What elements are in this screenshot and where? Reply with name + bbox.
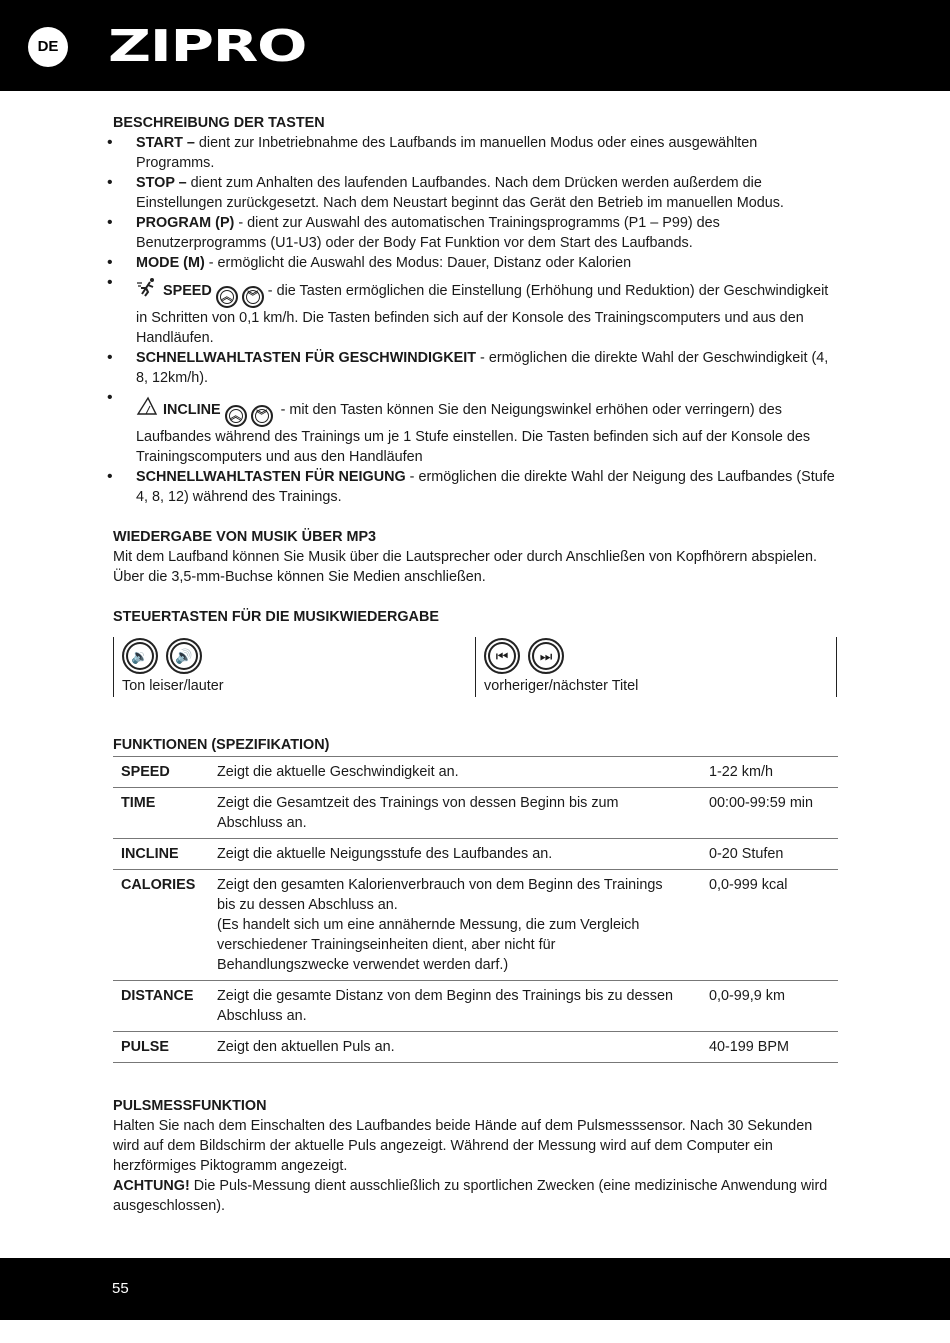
music-keys-box — [113, 637, 838, 697]
music-keys-title: STEUERTASTEN FÜR DIE MUSIKWIEDERGABE — [113, 609, 439, 625]
pulse-warning: ACHTUNG! Die Puls-Messung dient ausschließlich zu sportlichen Zwecken (eine medizinische Anwendung wird ausgeschlossen). — [113, 1178, 828, 1214]
volume-keys-label: Ton leiser/lauter — [122, 678, 224, 694]
chevron-up-icon: ︽ — [225, 405, 247, 427]
track-keys-cell — [475, 637, 837, 697]
volume-keys-cell — [113, 637, 475, 697]
page-content — [113, 113, 838, 1216]
list-item-incline-quick: • SCHNELLWAHLTASTEN FÜR NEIGUNG - ermöglichen die direkte Wahl der Neigung des Laufbandes (Stufe 4, 8, 12) während des Trainings. — [113, 467, 838, 507]
table-row: CALORIES Zeigt den gesamten Kalorienverbrauch von dem Beginn des Trainings bis zu dessen Abschluss an. (Es handelt sich um eine annähernde Messung, die zum Vergleich verschiedener Trainingseinheiten dient, aber nicht für Behandlungszwecke verwendet werden darf.) 0,0-999 kcal — [113, 870, 838, 981]
list-item-program: • PROGRAM (P) - dient zur Auswahl des automatischen Trainingsprogramms (P1 – P99) des Benutzerprogramms (U1-U3) oder der Body Fat Funktion vor dem Start des Laufbands. — [113, 213, 838, 253]
functions-table — [113, 756, 838, 1063]
track-keys-label: vorheriger/nächster Titel — [484, 678, 639, 694]
table-row: PULSE Zeigt den aktuellen Puls an. 40-199 BPM — [113, 1032, 838, 1063]
table-row: TIME Zeigt die Gesamtzeit des Trainings von dessen Beginn bis zum Abschluss an. 00:00-99:59 min — [113, 788, 838, 839]
list-item-incline: • INCLINE ︽ ︾ - mit den Tasten können Sie den Neigungswinkel erhöhen oder verringern) des Laufbandes während des Trainings um je 1 Stufe einstellen. Die Tasten befinden sich auf der Konsole des Trainingscomputers und aus den Handläufen — [113, 388, 838, 467]
volume-down-icon: 🔉 — [122, 638, 158, 674]
pulse-section-title: PULSMESSFUNKTION — [113, 1098, 267, 1114]
functions-title: FUNKTIONEN (SPEZIFIKATION) — [113, 737, 330, 753]
list-item-speed: • SPEED ︽ ︾ - die Tasten ermöglichen die Einstellung (Erhöhung und Reduktion) der Geschwindigkeit in Schritten von 0,1 km/h. Die Tasten befinden sich auf der Konsole des Trainingscomputers und aus den Handläufen. — [113, 273, 838, 348]
incline-icon — [136, 396, 160, 416]
table-row: DISTANCE Zeigt die gesamte Distanz von dem Beginn des Trainings bis zu dessen Abschluss an. 0,0-99,9 km — [113, 981, 838, 1032]
list-item-start: • START – dient zur Inbetriebnahme des Laufbands im manuellen Modus oder eines ausgewählten Programms. — [113, 133, 838, 173]
mp3-section-text: Mit dem Laufband können Sie Musik über die Lautsprecher oder durch Anschließen von Kopfhörern abspielen. Über die 3,5-mm-Buchse können Sie Medien anschließen. — [113, 549, 817, 585]
table-row: SPEED Zeigt die aktuelle Geschwindigkeit an. 1-22 km/h — [113, 757, 838, 788]
mp3-section-title: WIEDERGABE VON MUSIK ÜBER MP3 — [113, 529, 377, 545]
table-row: INCLINE Zeigt die aktuelle Neigungsstufe des Laufbandes an. 0-20 Stufen — [113, 839, 838, 870]
list-item-mode: • MODE (M) - ermöglicht die Auswahl des Modus: Dauer, Distanz oder Kalorien — [113, 253, 838, 273]
list-item-speed-quick: • SCHNELLWAHLTASTEN FÜR GESCHWINDIGKEIT - ermöglichen die direkte Wahl der Geschwindigkeit (4, 8, 12km/h). — [113, 348, 838, 388]
chevron-down-icon: ︾ — [242, 286, 264, 308]
keys-list — [113, 133, 838, 507]
volume-up-icon: 🔊 — [166, 638, 202, 674]
next-track-icon: ⏭ — [528, 638, 564, 674]
previous-track-icon: ⏮ — [484, 638, 520, 674]
page-header — [0, 0, 950, 91]
brand-logo: ZIPRO — [108, 21, 307, 72]
page-footer — [0, 1258, 950, 1320]
list-item-stop: • STOP – dient zum Anhalten des laufenden Laufbandes. Nach dem Drücken werden außerdem die Einstellungen zurückgesetzt. Nach dem Neustart beginnt das Gerät den Betrieb im manuellen Modus. — [113, 173, 838, 213]
language-badge: DE — [28, 27, 68, 67]
runner-icon — [136, 277, 160, 297]
chevron-up-icon: ︽ — [216, 286, 238, 308]
keys-section-title: BESCHREIBUNG DER TASTEN — [113, 115, 325, 131]
page-number: 55 — [112, 1280, 129, 1297]
chevron-down-icon: ︾ — [251, 405, 273, 427]
pulse-section-text: Halten Sie nach dem Einschalten des Laufbandes beide Hände auf dem Pulsmesssensor. Nach 30 Sekunden wird auf dem Bildschirm der aktuelle Puls angezeigt. Während der Messung wird auf dem Computer ein herzförmiges Piktogramm angezeigt. — [113, 1118, 813, 1174]
